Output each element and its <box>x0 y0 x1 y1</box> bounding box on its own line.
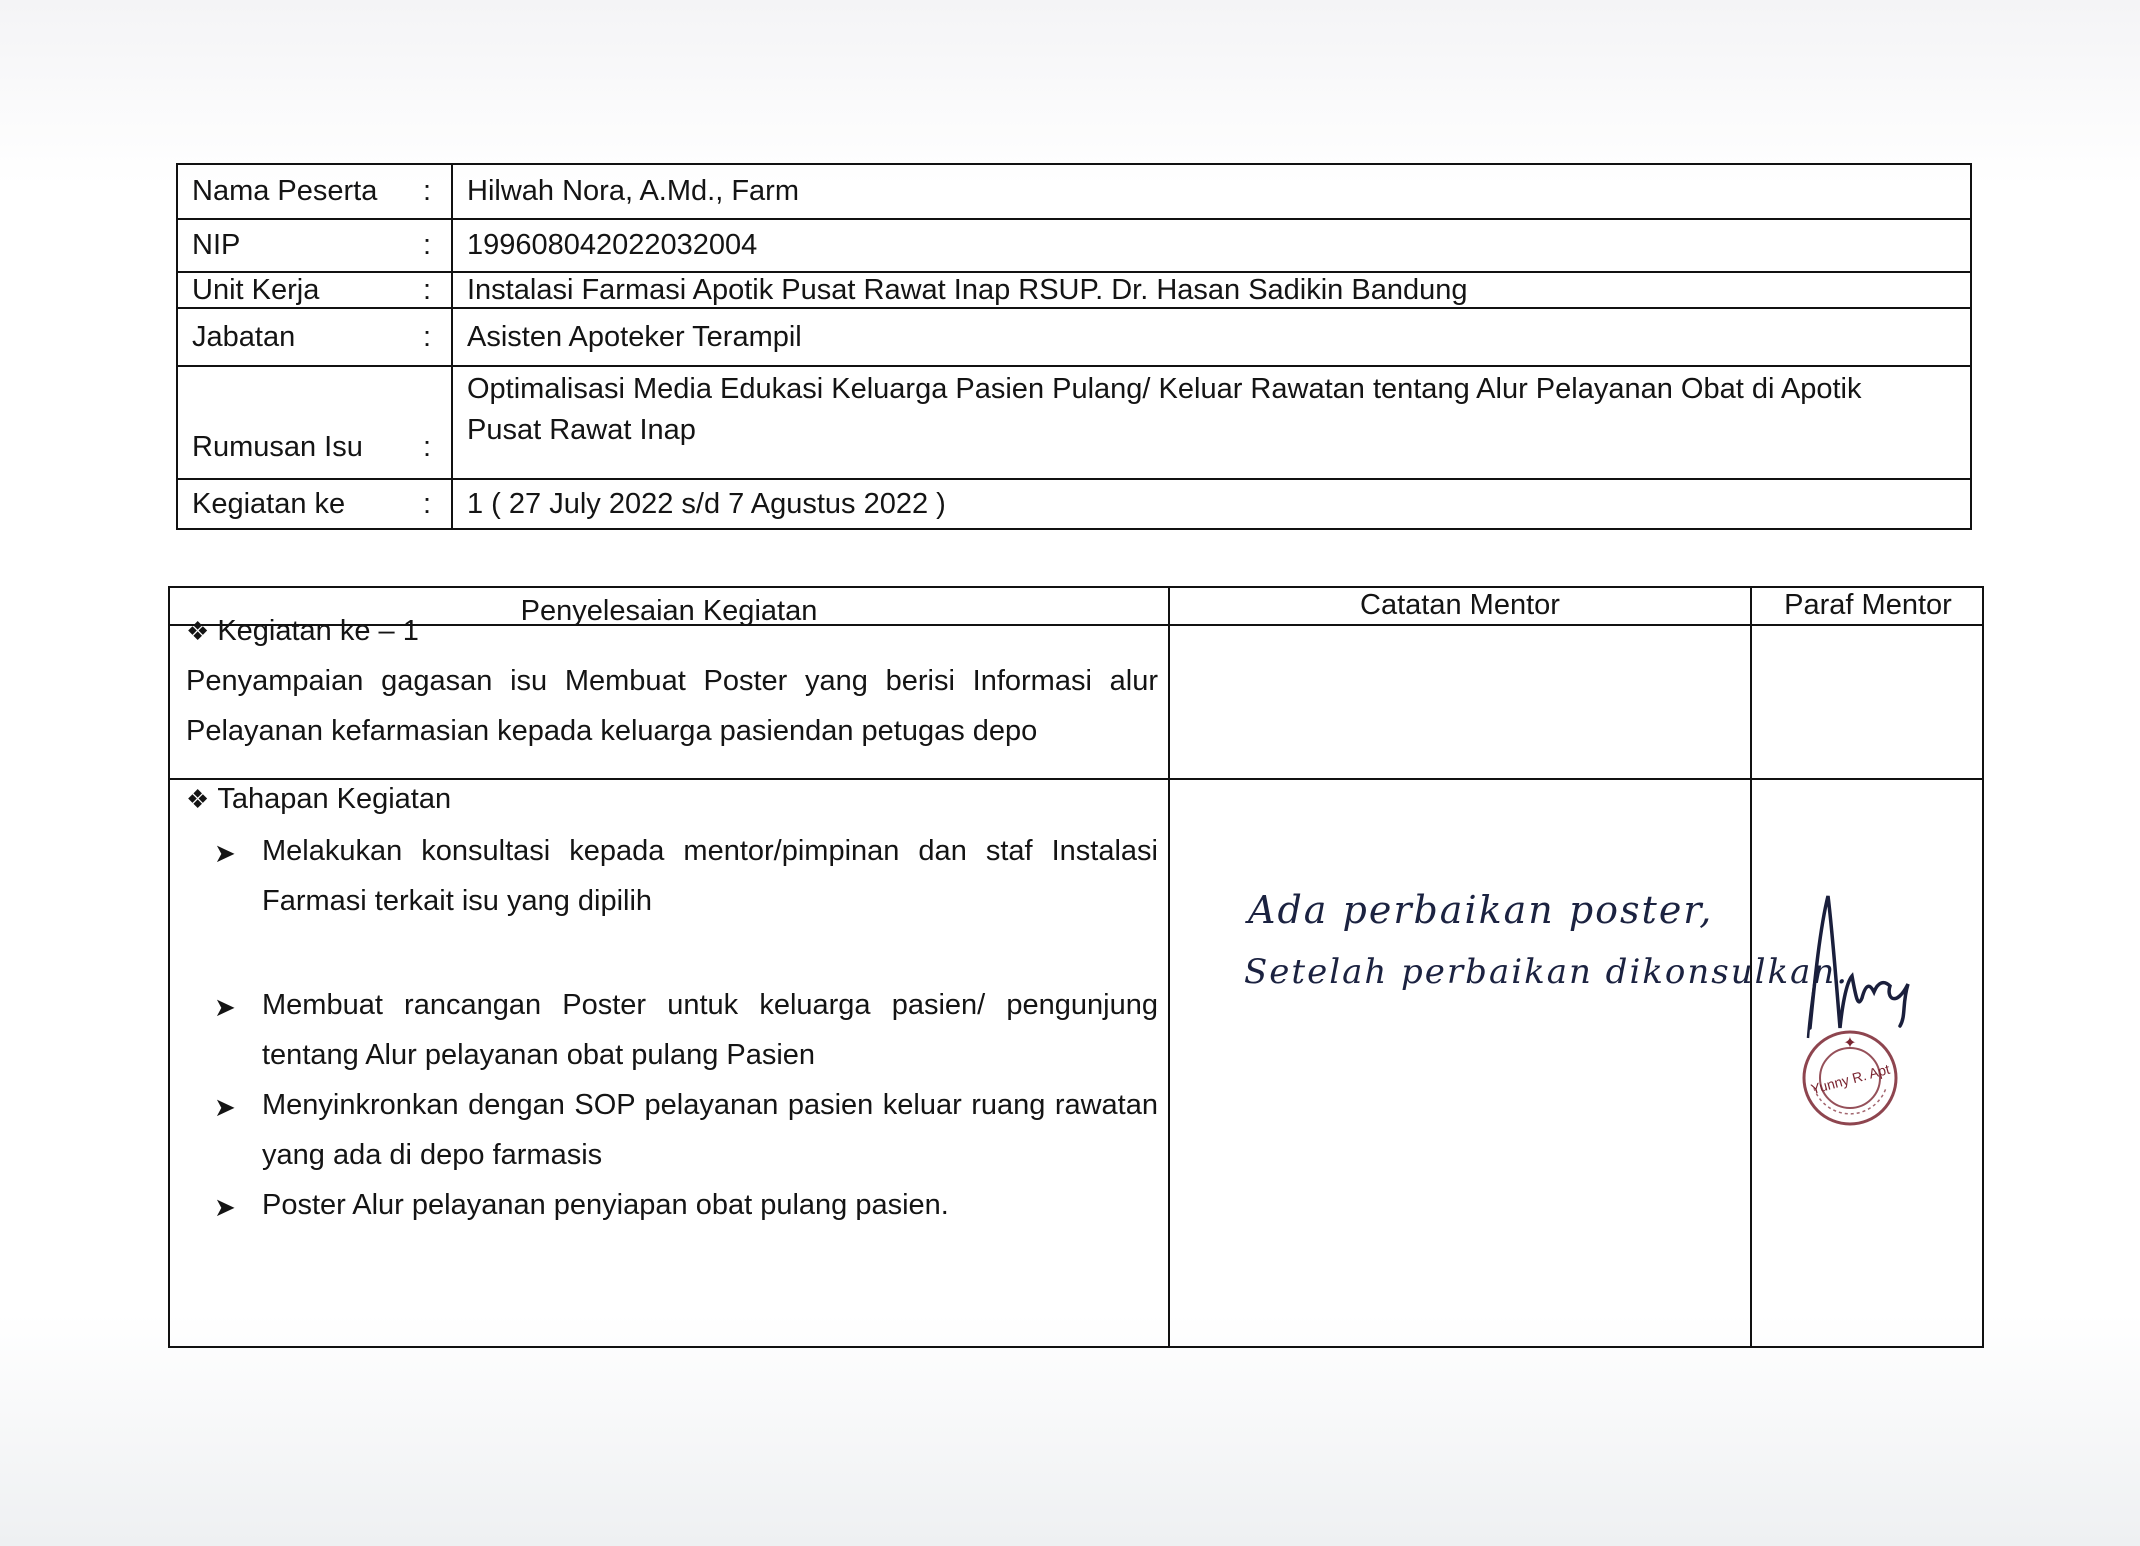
step-1-line-1: Melakukan konsultasi kepada mentor/pimpinan dan staf Instalasi <box>262 835 1158 867</box>
step-2-line-1: Membuat rancangan Poster untuk keluarga pasien/ pengunjung <box>262 989 1158 1021</box>
diamond-bullet-icon: ❖ <box>186 784 210 814</box>
step-2-line-2: tentang Alur pelayanan obat pulang Pasien <box>262 1039 816 1071</box>
colon: : <box>422 320 431 353</box>
header-catatan-mentor: Catatan Mentor <box>1360 589 1560 621</box>
info-value-rumusan-isu: Optimalisasi Media Edukasi Keluarga Pasien Pulang/ Keluar Rawatan tentang Alur Pelayanan Obat di Apotik Pusat Rawat Inap <box>467 373 1862 446</box>
header-paraf-mentor: Paraf Mentor <box>1784 589 1952 621</box>
kegiatan-line-1: Penyampaian gagasan isu Membuat Poster yang berisi Informasi alur <box>186 665 1158 697</box>
colon: : <box>422 487 431 520</box>
step-3-line-1: Menyinkronkan dengan SOP pelayanan pasien keluar ruang rawatan <box>262 1089 1158 1121</box>
info-label: Rumusan Isu : <box>178 367 453 478</box>
info-row-kegiatan-ke <box>178 480 1970 528</box>
tahapan-heading <box>186 774 451 824</box>
mentor-note-line-2: Setelah perbaikan dikonsulkan. <box>1244 952 1850 992</box>
info-value-nama: Hilwah Nora, A.Md., Farm <box>467 175 799 207</box>
info-label: NIP : <box>178 220 453 271</box>
mentor-signature-icon <box>1770 888 1970 1138</box>
info-label: Jabatan : <box>178 309 453 365</box>
info-row-jabatan <box>178 309 1970 367</box>
arrow-bullet-icon: ➤ <box>214 992 236 1022</box>
mentor-stamp-icon <box>1804 1032 1896 1124</box>
arrow-bullet-icon: ➤ <box>214 1192 236 1222</box>
info-value-unit-kerja: Instalasi Farmasi Apotik Pusat Rawat Inap RSUP. Dr. Hasan Sadikin Bandung <box>467 273 1468 306</box>
activity-table <box>168 586 1984 1348</box>
step-4-line-1: Poster Alur pelayanan penyiapan obat pulang pasien. <box>262 1189 949 1221</box>
participant-info-table <box>176 163 1972 530</box>
arrow-bullet-icon: ➤ <box>214 838 236 868</box>
info-label: Nama Peserta : <box>178 165 453 218</box>
colon: : <box>422 229 431 261</box>
tahapan-title: Tahapan Kegiatan <box>217 783 452 815</box>
step-1-line-2: Farmasi terkait isu yang dipilih <box>262 885 653 917</box>
stamp-text: Yunny R. Apt <box>1809 1060 1892 1098</box>
info-row-nama <box>178 165 1970 220</box>
info-row-rumusan-isu <box>178 367 1970 480</box>
diamond-bullet-icon: ❖ <box>186 616 210 646</box>
info-value-jabatan: Asisten Apoteker Terampil <box>467 320 802 353</box>
info-value-nip: 199608042022032004 <box>467 229 758 261</box>
info-row-unit-kerja <box>178 273 1970 309</box>
info-row-nip <box>178 220 1970 273</box>
info-value-kegiatan-ke: 1 ( 27 July 2022 s/d 7 Agustus 2022 ) <box>467 487 946 520</box>
colon: : <box>422 431 431 463</box>
colon: : <box>422 273 431 306</box>
info-label: Kegiatan ke : <box>178 480 453 528</box>
svg-text:✦: ✦ <box>1843 1035 1857 1052</box>
header-penyelesaian: Penyelesaian Kegiatan <box>520 595 818 627</box>
kegiatan-heading <box>186 606 419 656</box>
info-label: Unit Kerja : <box>178 273 453 307</box>
step-3-line-2: yang ada di depo farmasis <box>262 1139 603 1171</box>
colon: : <box>422 175 431 207</box>
arrow-bullet-icon: ➤ <box>214 1092 236 1122</box>
mentor-note-line-1: Ada perbaikan poster, <box>1248 888 1714 932</box>
kegiatan-title: Kegiatan ke – 1 <box>217 615 419 647</box>
kegiatan-line-2: Pelayanan kefarmasian kepada keluarga pasiendan petugas depo <box>186 715 1038 747</box>
column-divider <box>1168 588 1170 1346</box>
